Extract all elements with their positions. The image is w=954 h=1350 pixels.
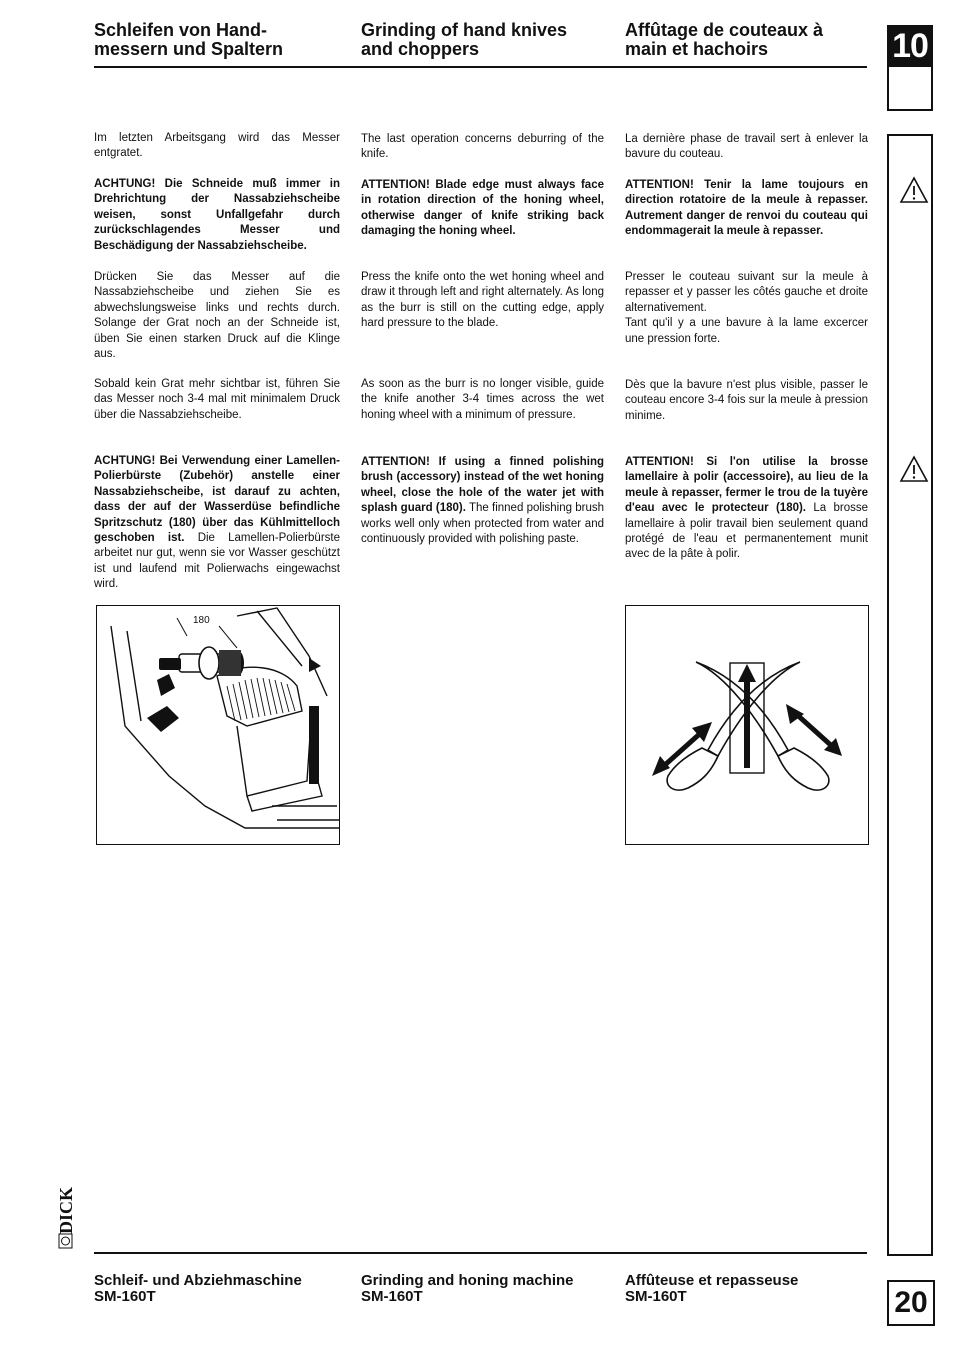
de-paragraph-3: Drücken Sie das Messer auf die Nassabziehscheibe und ziehen Sie es abwechslungsweise links und rechts durch. Solange der Grat noch an der Schneide ist, üben Sie einen starken Druck auf die Klinge aus. <box>94 271 340 361</box>
footer-french-line1: Affûteuse et repasseuse <box>625 1272 799 1289</box>
figure-crossed-knives <box>625 605 869 845</box>
en-paragraph-2 <box>361 178 604 240</box>
de-warning-text-2: ACHTUNG! Bei Verwendung einer Lamellen-Polierbürste (Zubehör) anstelle einer Nassabziehscheibe, ist darauf zu achten, dass der auf der Wasserdüse befindliche Spritzschutz (180) über das Kühlmittelloch geschoben ist. <box>94 455 340 545</box>
footer-english-line2: SM-160T <box>361 1288 423 1305</box>
knives-illustration <box>626 606 868 844</box>
de-paragraph-5-rest: Die Lamellen-Polierbürste arbeitet nur gut, wenn sie vor Wasser geschützt ist und laufend mit Polierwachs eingewachst wird. <box>94 532 340 591</box>
en-paragraph-1: The last operation concerns deburring of the knife. <box>361 133 604 161</box>
de-paragraph-4: Sobald kein Grat mehr sichtbar ist, führen Sie das Messer noch 3-4 mal mit minimalem Druck über die Nassabziehscheibe. <box>94 378 340 421</box>
header-english <box>361 21 604 59</box>
en-paragraph-3: Press the knife onto the wet honing wheel and draw it through left and right alternately. As long as the burr is still on the cutting edge, apply hard pressure to the blade. <box>361 271 604 330</box>
header-german-line2: messern und Spaltern <box>94 39 284 59</box>
de-paragraph-2 <box>94 177 340 254</box>
header-german-line1: Schleifen von Hand- <box>94 20 268 40</box>
header-french-line1: Affûtage de couteaux à <box>625 20 824 40</box>
fr-paragraph-2 <box>625 178 868 240</box>
en-warning-text: ATTENTION! Blade edge must always face in rotation direction of the honing wheel, otherwise danger of knife striking back damaging the honing wheel. <box>361 179 604 238</box>
en-paragraph-5-rest: The finned polishing brush works well only when protected from water and continuously provided with polishing paste. <box>361 502 605 546</box>
de-warning-text: ACHTUNG! Die Schneide muß immer in Drehrichtung der Nassabziehscheibe weisen, sonst Unfallgefahr durch zurückschlagendes Messer und Beschädigung der Nassabziehscheibe. <box>94 178 340 252</box>
fr-paragraph-4: Dès que la bavure n'est plus visible, passer le couteau encore 3-4 fois sur la meule à pression minime. <box>625 379 868 422</box>
fr-warning-text-2: ATTENTION! Si l'on utilise la brosse lamellaire à polir (accessoire), au lieu de la meule à repasser, fermer le trou de la tuyère d'eau avec le protecteur (180). <box>625 456 868 515</box>
fr-paragraph-3 <box>625 270 868 347</box>
footer-divider <box>94 1252 867 1254</box>
en-paragraph-4: As soon as the burr is no longer visible, guide the knife another 3-4 times across the wet honing wheel with a minimum of pressure. <box>361 378 604 421</box>
header-divider <box>94 66 867 68</box>
de-paragraph-1: Im letzten Arbeitsgang wird das Messer entgratet. <box>94 132 340 160</box>
dick-logo <box>46 1170 86 1250</box>
footer-english <box>361 1273 574 1305</box>
side-bar <box>887 134 933 1256</box>
page-number: 20 <box>887 1280 935 1326</box>
footer-french-line2: SM-160T <box>625 1288 687 1305</box>
en-warning-text-2: ATTENTION! If using a finned polishing brush (accessory) instead of the wet honing wheel, close the hole of the water jet with splash guard (180). <box>361 456 604 515</box>
header-french <box>625 21 868 59</box>
header-english-line1: Grinding of hand knives <box>361 20 568 40</box>
en-paragraph-5 <box>361 455 604 547</box>
section-tab: 10 <box>887 25 933 67</box>
brand-name: DICK <box>56 1186 76 1234</box>
fr-paragraph-5-rest: La brosse lamellaire à polir travail bien seulement quand protégé de l'eau et permanentement munit avec de la pâte à polir. <box>625 502 868 561</box>
footer-english-line1: Grinding and honing machine <box>361 1272 574 1289</box>
header-french-line2: main et hachoirs <box>625 39 769 59</box>
warning-triangle-icon <box>899 455 929 483</box>
warning-triangle-icon <box>899 176 929 204</box>
fr-warning-text: ATTENTION! Tenir la lame toujours en direction rotatoire de la meule à repasser. Autrement danger de renvoi du couteau qui endommagerait la meule à repasser. <box>625 179 868 238</box>
footer-german-line2: SM-160T <box>94 1288 156 1305</box>
header-german <box>94 21 340 59</box>
footer-german-line1: Schleif- und Abziehmaschine <box>94 1272 302 1289</box>
fr-paragraph-3b: Tant qu'il y a une bavure à la lame excercer une pression forte. <box>625 317 868 345</box>
footer-german <box>94 1273 302 1305</box>
fr-paragraph-5 <box>625 455 868 563</box>
figure-callout-180: 180 <box>193 615 210 626</box>
fr-paragraph-3a: Presser le couteau suivant sur la meule à repasser et y passer les côtés gauche et droite alternativement. <box>625 271 868 314</box>
fr-paragraph-1: La dernière phase de travail sert à enlever la bavure du couteau. <box>625 133 868 161</box>
header-english-line2: and choppers <box>361 39 480 59</box>
figure-polishing-brush <box>96 605 340 845</box>
footer-french <box>625 1273 798 1305</box>
de-paragraph-5 <box>94 454 340 593</box>
section-tab-box <box>887 67 933 111</box>
machine-illustration <box>97 606 339 844</box>
